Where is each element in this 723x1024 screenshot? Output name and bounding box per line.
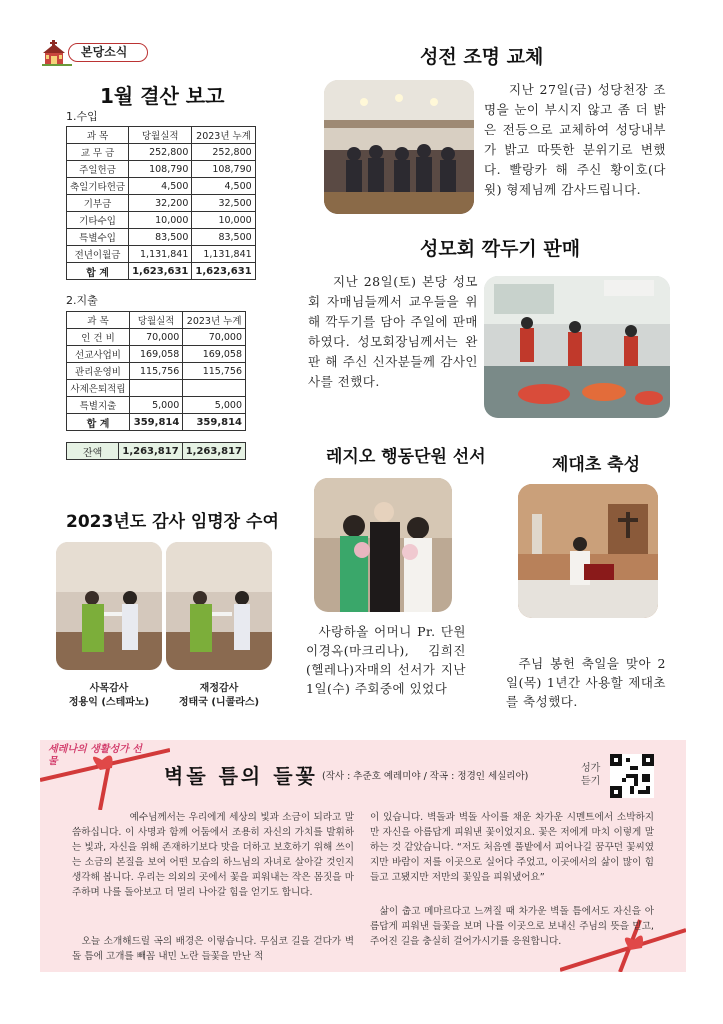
qr-label: 성가 듣기 xyxy=(581,763,601,787)
lighting-title: 성전 조명 교체 xyxy=(420,46,544,68)
expense-header: 과 목 xyxy=(67,312,130,329)
qr-code-icon[interactable] xyxy=(610,754,654,798)
candle-title: 제대초 축성 xyxy=(552,455,641,475)
section-badge xyxy=(42,40,148,64)
table-row: 인 건 비 70,000 70,000 xyxy=(67,329,246,346)
altar-image xyxy=(518,484,658,618)
expense-header: 2023년 누계 xyxy=(183,312,246,329)
table-row: 관리운영비 115,756 115,756 xyxy=(67,363,246,380)
income-table xyxy=(66,126,256,280)
table-row: 기부금 32,200 32,500 xyxy=(67,195,256,212)
legio-photo xyxy=(314,478,452,612)
balance-row: 잔액 1,263,817 1,263,817 xyxy=(67,443,246,460)
song-right-p2: 삶이 춥고 메마르다고 느껴질 때 차가운 벽돌 틈에서도 자신을 아름답게 피워낸 들꽃을 보며 나를 이곳으로 보내신 주님의 뜻을 믿고, 주어진 길을 충실히 걸어가시기를 응원합니다. xyxy=(370,906,654,947)
appointment-photo-2 xyxy=(166,542,272,670)
legio-text: 사랑하올 어머니 Pr. 단원 이경옥(마크리나), 김희진(헬레나)자매의 선서가 지난 1일(수) 주회중에 있었다 xyxy=(306,624,466,696)
legio-image xyxy=(314,478,452,612)
song-right-p1: 이 있습니다. 벽돌과 벽돌 사이를 채운 차가운 시멘트에서 소박하지만 자신을 아름답게 피워낸 꽃이었지요. 꽃은 저에게 마치 이렇게 말하는 것 같았습니다. “저도 처음엔 풀밭에서 피어나길 꿈꾸던 꽃씨였지만 바람이 저를 이곳으로 실어다 주었고, 이곳에서의 삶이 많이 힘들고 고됐지만 저만의 꽃잎을 피워냈어요” xyxy=(370,812,654,883)
table-row: 특별지출 5,000 5,000 xyxy=(67,397,246,414)
song-credits: (작사 : 추준호 예레미야 / 작곡 : 정경인 세실리아) xyxy=(322,771,529,782)
appointment-image xyxy=(166,542,272,670)
caption-role: 사목감사 xyxy=(89,683,129,694)
caption-name: 정용익 (스테파노) xyxy=(68,697,150,708)
candle-photo xyxy=(518,484,658,618)
income-header: 2023년 누계 xyxy=(192,127,255,144)
income-header: 당월실적 xyxy=(129,127,192,144)
song-left-p2: 오늘 소개해드릴 곡의 배경은 이렇습니다. 무심코 길을 걷다가 벽돌 틈에 고개를 빼꼼 내민 노란 들꽃을 만난 적 xyxy=(72,936,354,962)
song-title: 벽돌 틈의 들꽃 xyxy=(164,764,318,788)
kitchen-image xyxy=(484,276,670,418)
table-row: 특별수입 83,500 83,500 xyxy=(67,229,256,246)
expense-header: 당월실적 xyxy=(129,312,182,329)
caption-2 xyxy=(166,682,272,710)
church-interior-image xyxy=(324,80,474,214)
kimchi-photo xyxy=(484,276,670,418)
lighting-text: 지난 27일(금) 성당천장 조명을 눈이 부시지 않고 좀 더 밝은 전등으로 교체하여 성당내부가 밝고 따뜻한 분위기로 변했다. 빨랑카 해 주신 황이호(다윗) 형제님께 감사드립니다. xyxy=(484,82,666,197)
appointment-image xyxy=(56,542,162,670)
table-row: 축일기타헌금 4,500 4,500 xyxy=(67,178,256,195)
caption-role: 재정감사 xyxy=(199,683,239,694)
song-box xyxy=(40,740,686,972)
income-total-row: 합 계 1,623,631 1,623,631 xyxy=(67,263,256,280)
table-row: 사제은퇴적립 xyxy=(67,380,246,397)
income-label: 1.수입 xyxy=(66,110,98,123)
caption-1 xyxy=(56,682,162,710)
table-row: 전년이월금 1,131,841 1,131,841 xyxy=(67,246,256,263)
song-logo: 세레나의 생활성가 선물 xyxy=(48,744,142,767)
caption-name: 정태국 (니콜라스) xyxy=(178,697,260,708)
kimchi-text: 지난 28일(토) 본당 성모회 자매님들께서 교우들을 위해 깍두기를 담아 주일에 판매하였다. 성모회장님께서는 완판 해 주신 신자분들께 감사인사를 전했다. xyxy=(308,274,478,389)
appointment-title: 2023년도 감사 임명장 수여 xyxy=(66,512,279,532)
candle-text: 주님 봉헌 축일을 맞아 2일(목) 1년간 사용할 제대초를 축성했다. xyxy=(506,656,666,709)
song-left-p1: 예수님께서는 우리에게 세상의 빛과 소금이 되라고 말씀하십니다. 이 사명과 함께 어둠에서 조용히 자신의 가치를 발휘하는 빛과, 자신을 위해 존재하기보다 맛을 더하고 보호하기 위해 쓰이는 소금의 본질을 보여 어떤 모습의 하느님의 자녀로 살아갈 것인지 생각해 봅니다. 우리는 의외의 곳에서 꽃을 피워내는 작은 몸짓을 마주하며 나를 돌아보고 더 멀리 나아갈 힘을 얻기도 합니다. xyxy=(72,812,354,898)
table-row: 기타수입 10,000 10,000 xyxy=(67,212,256,229)
table-row: 교 무 금 252,800 252,800 xyxy=(67,144,256,161)
table-row: 주일헌금 108,790 108,790 xyxy=(67,161,256,178)
income-header: 과 목 xyxy=(67,127,129,144)
badge-label: 본당소식 xyxy=(68,43,148,62)
balance-table xyxy=(66,442,246,460)
legio-title: 레지오 행동단원 선서 xyxy=(326,447,486,467)
expense-total-row: 합 계 359,814 359,814 xyxy=(67,414,246,431)
expense-table xyxy=(66,311,246,431)
expense-label: 2.지출 xyxy=(66,294,98,307)
kimchi-title: 성모회 깍두기 판매 xyxy=(420,238,581,260)
table-row: 선교사업비 169,058 169,058 xyxy=(67,346,246,363)
lighting-photo xyxy=(324,80,474,214)
appointment-photo-1 xyxy=(56,542,162,670)
report-title: 1월 결산 보고 xyxy=(100,84,225,108)
